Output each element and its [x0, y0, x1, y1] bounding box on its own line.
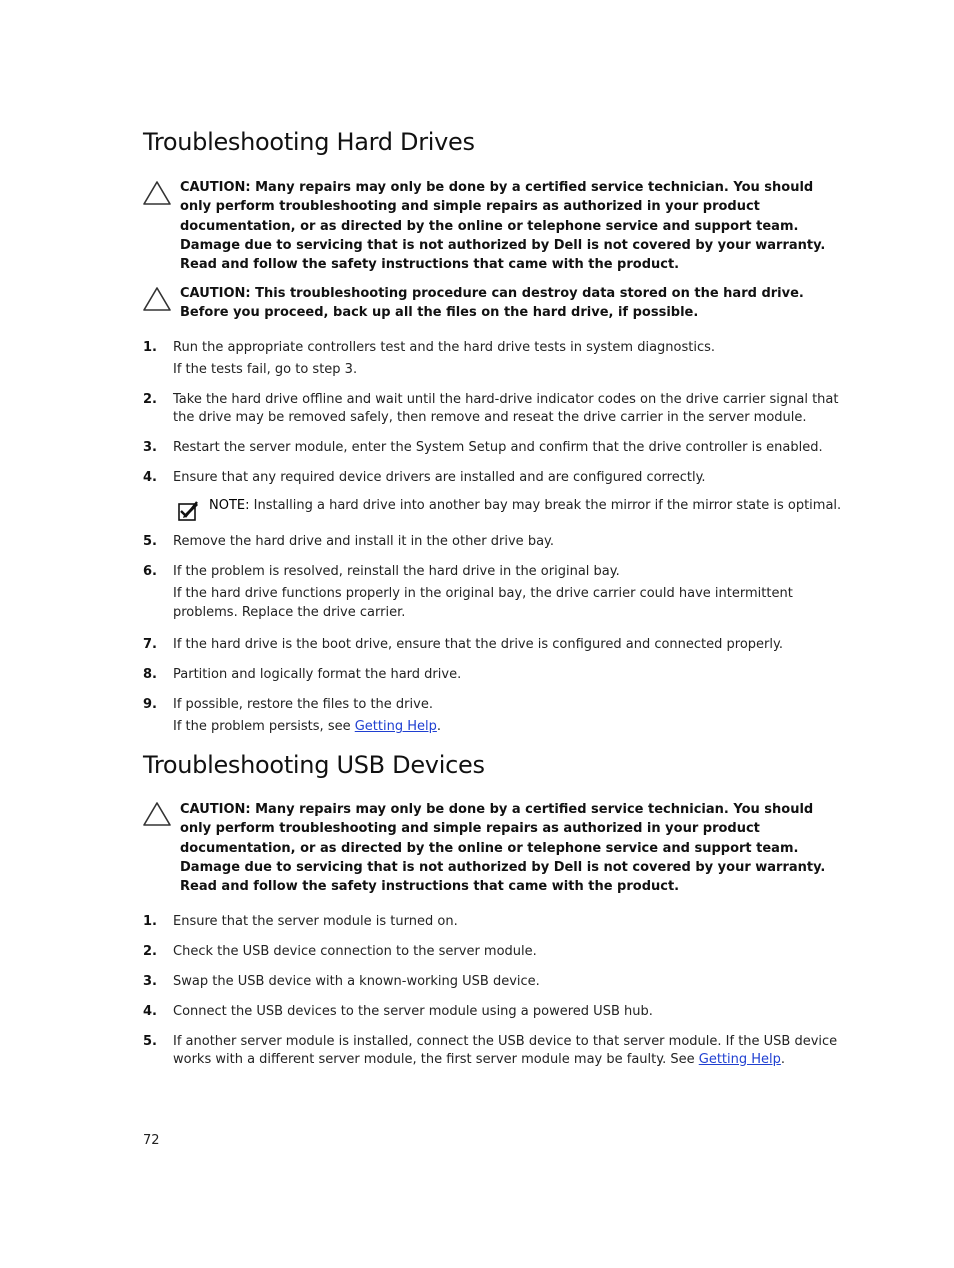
- note-text: [209, 497, 869, 514]
- caution-icon: [142, 180, 172, 207]
- note-pencil-icon: [178, 499, 200, 521]
- step-text-suffix: .: [780, 1051, 786, 1067]
- step-number: 5.: [143, 534, 157, 549]
- step-number: 7.: [143, 637, 157, 652]
- step-text: Check the USB device connection to the server module.: [173, 944, 537, 959]
- caution-text: CAUTION: Many repairs may only be done by a certified service technician. You should only perform troubleshooting and simple repairs as authorized in your product documentation, or as directed by the online or telephone service and support team. Damage due to servicing that is not authorized by Dell is not covered by your warranty. Read and follow the safety instructions that came with the product.: [180, 802, 826, 895]
- step-text: If the hard drive is the boot drive, ensure that the drive is configured and connected properly.: [173, 637, 783, 652]
- note-body: Installing a hard drive into another bay may break the mirror if the mirror state is optimal.: [249, 498, 842, 513]
- section-title-hard-drives: Troubleshooting Hard Drives: [143, 128, 475, 156]
- caution-text: CAUTION: Many repairs may only be done by a certified service technician. You should only perform troubleshooting and simple repairs as authorized in your product documentation, or as directed by the online or telephone service and support team. Damage due to servicing that is not authorized by Dell is not covered by your warranty. Read and follow the safety instructions that came with the product.: [180, 180, 826, 273]
- step-text: Partition and logically format the hard drive.: [173, 667, 462, 682]
- step-number: 3.: [143, 974, 157, 989]
- step-text: If possible, restore the files to the drive.: [173, 697, 433, 712]
- step-number: 1.: [143, 914, 157, 929]
- caution-text: CAUTION: This troubleshooting procedure can destroy data stored on the hard drive. Before you proceed, back up all the files on the hard drive, if possible.: [180, 286, 804, 321]
- step-number: 1.: [143, 340, 157, 355]
- step-number: 5.: [143, 1034, 157, 1049]
- step-number: 6.: [143, 564, 157, 579]
- step-subtext: [173, 717, 845, 736]
- step-number: 9.: [143, 697, 157, 712]
- getting-help-link[interactable]: Getting Help: [354, 719, 437, 734]
- step-number: 2.: [143, 944, 157, 959]
- step-text: Remove the hard drive and install it in the other drive bay.: [173, 534, 555, 549]
- step-subtext: If the tests fail, go to step 3.: [173, 362, 358, 377]
- step-text: [173, 1033, 845, 1068]
- step-text: Ensure that any required device drivers are installed and are configured correctly.: [173, 470, 706, 485]
- note-label: NOTE:: [209, 498, 250, 513]
- section-title-usb-devices: Troubleshooting USB Devices: [143, 751, 485, 779]
- step-number: 8.: [143, 667, 157, 682]
- step-text-prefix: If another server module is installed, connect the USB device to that server module. If the USB device works with a different server module, the first server module may be faulty. See: [173, 1034, 838, 1067]
- caution-icon: [142, 286, 172, 313]
- page-number: 72: [143, 1133, 160, 1148]
- step-number: 4.: [143, 1004, 157, 1019]
- step-text: Restart the server module, enter the System Setup and confirm that the drive controller is enabled.: [173, 440, 823, 455]
- subtext-prefix: If the problem persists, see: [173, 719, 355, 734]
- subtext-suffix: .: [436, 719, 442, 734]
- step-subtext: If the hard drive functions properly in the original bay, the drive carrier could have intermittent problems. Replace the drive carrier.: [173, 586, 793, 620]
- step-text: Run the appropriate controllers test and the hard drive tests in system diagnostics.: [173, 340, 716, 355]
- caution-icon: [142, 801, 172, 828]
- step-number: 4.: [143, 470, 157, 485]
- step-text: Take the hard drive offline and wait until the hard-drive indicator codes on the drive carrier signal that the drive may be removed safely, then remove and reseat the drive carrier in the server module.: [173, 392, 839, 425]
- step-number: 2.: [143, 392, 157, 407]
- step-text: Ensure that the server module is turned on.: [173, 914, 458, 929]
- getting-help-link[interactable]: Getting Help: [698, 1051, 781, 1067]
- step-text: Swap the USB device with a known-working USB device.: [173, 974, 540, 989]
- step-text: Connect the USB devices to the server module using a powered USB hub.: [173, 1004, 653, 1019]
- step-text: If the problem is resolved, reinstall the hard drive in the original bay.: [173, 564, 620, 579]
- step-number: 3.: [143, 440, 157, 455]
